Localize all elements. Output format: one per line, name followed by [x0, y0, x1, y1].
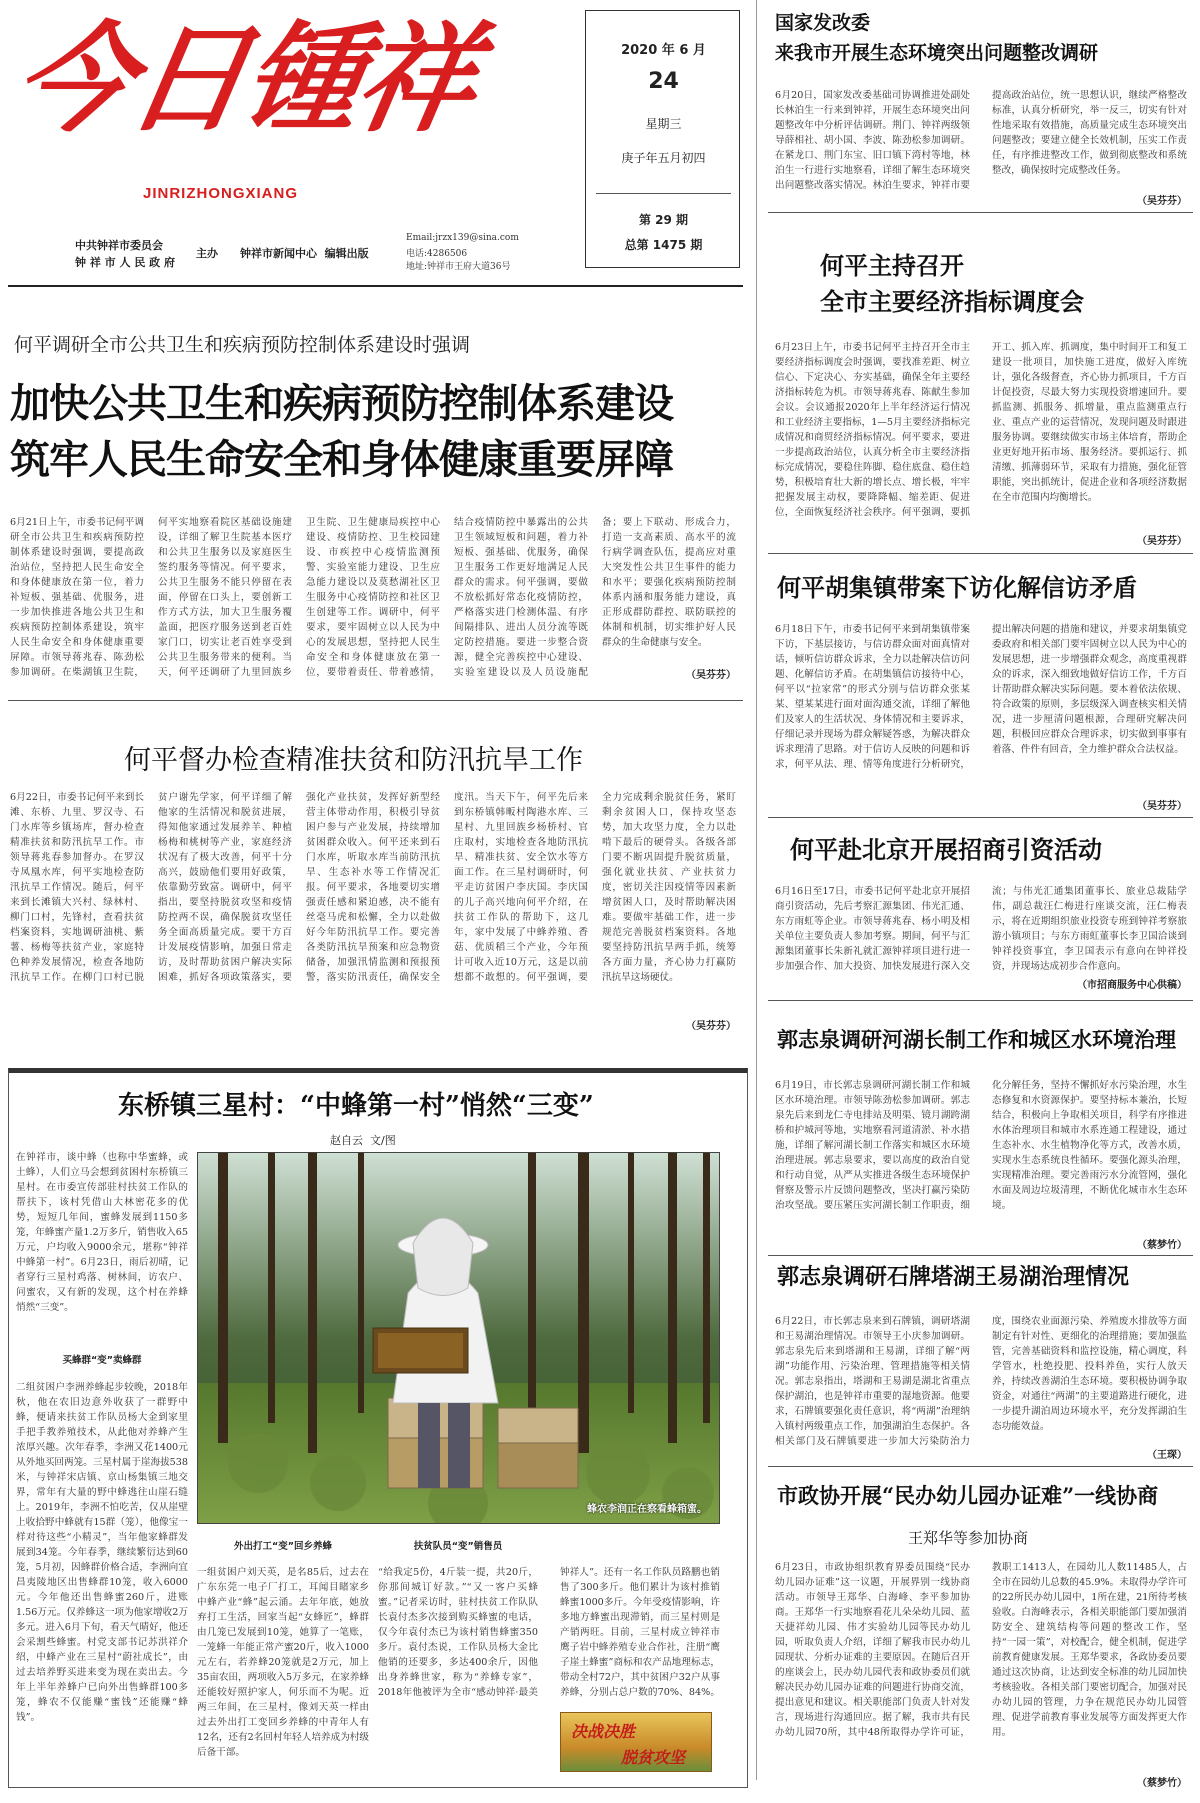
- issue-number: 第 29 期: [638, 213, 689, 227]
- lead-story-title-line2: 筑牢人民生命安全和身体健康重要屏障: [10, 436, 673, 483]
- sponsor-role: 主办: [196, 247, 218, 260]
- right-article1-kicker: 国家发改委: [775, 12, 871, 34]
- right-article1-title: 来我市开展生态环境突出问题整改调研: [775, 42, 1099, 64]
- right-article1-byline: （吴芬芬）: [1137, 196, 1187, 207]
- stamp-line1: 决战决胜: [571, 1722, 636, 1741]
- feature-subhead-1: 买蜂群“变”卖蜂群: [62, 1355, 142, 1366]
- lead-story-byline: （吴芬芬）: [686, 670, 736, 681]
- right-article5-body: 6月19日，市长郭志泉调研河湖长制工作和城区水环境治理。市领导陈劲松参加调研。郭志泉先后来到龙仁寺电排站及明渠、镜月湖跨湖桥和护城河等地，实地察看河道清淤、补水措施，详细了解河湖长制工作落实和城区水环境治理进展。郭志泉要求，要以高度的政治自觉和行动自觉，从严从实推进各级生态环境保护督察及警示片反馈问题整改，坚决打赢污染防治攻坚战。要压紧压实河湖长制工作职责，细化分解任务，坚持不懈抓好水污染治理，水生态修复和水资源保护。要坚持标本兼治，长短结合，积极向上争取相关项目，科学有序推进水体治理项目和城市水系连通工程建设，通过生态补水、水生植物净化等方式，改善水质，实现水生态系统良性循环。要强化源头治理，实现精准治理。要完善雨污水分流管网，强化水面及周边垃圾清理，不断优化城市水生态环境。: [775, 1080, 1187, 1211]
- feature-subhead-2: 外出打工“变”回乡养蜂: [234, 1541, 332, 1552]
- right-article5-title: 郭志泉调研河湖长制工作和城区水环境治理: [777, 1027, 1176, 1052]
- story2-byline: （吴芬芬）: [686, 1021, 736, 1032]
- date-day: 24: [648, 69, 679, 94]
- right-article2-title-line2: 全市主要经济指标调度会: [820, 287, 1084, 316]
- date-year-month: 2020 年 6 月: [621, 43, 706, 58]
- newspaper-logo: 今日锺祥: [3, 9, 485, 148]
- feature-author: 赵自云 文/图: [330, 1134, 396, 1147]
- feature-intro: 在钟祥市，谈中蜂（也称中华蜜蜂，或土蜂），人们立马会想到贫困村东桥镇三星村。在市委宣传部驻村扶贫工作队的帮扶下，该村凭借山大林密花多的优势，短短几年间，蜜蜂发展到1150多笼，年蜂蜜产量1.2万多斤，销售收入65万元，户均收入9000余元，堪称“钟祥中蜂第一村”。6月23日，雨后初晴，记者穿行三星村鸡落、树林间，访农户、问蜜农，又有新的发现，这个村在养蜂悄然“三变”。: [16, 1152, 188, 1313]
- right-article3-byline: （吴芬芬）: [1137, 801, 1187, 812]
- right-article6-byline: （王琛）: [1147, 1450, 1187, 1461]
- masthead: [3, 0, 583, 272]
- poverty-campaign-stamp: [560, 1712, 712, 1772]
- contact-phone: 电话:4286506: [406, 249, 468, 259]
- feature-body-3: “给我定5份，4斤装一提，共20斤，你那间城订好款。”“又一客户买蜂蜜。”记者采访时，驻村扶贫工作队队长袁付杰多次接到购买蜂蜜的电话，仅今年袁付杰已为该村销售蜂蜜350多斤。袁付杰说，工作队员杨大金比他销的还要多，多达400余斤，因他出身养蜂世家，称为“养蜂专家”，2018年他被评为全市“感动钟祥·最美钟祥人”。还有一名工作队员路鹏也销售了300多斤。他们累计为该村推销蜂蜜1000多斤。今年受疫情影响，许多地方蜂蜜出现滞销，而三星村则是产销两旺。目前，三星村成立钟祥市鹰子岩中蜂养殖专业合作社，注册“鹰子崖土蜂蜜”商标和农产品地理标志，带动全村72户，其中贫困户32户从事养蜂，分别占总户数的70%、84%。: [378, 1567, 720, 1698]
- feature-body-1: 二组贫困户李洲养蜂起步较晚，2018年秋，他在农旧边意外收获了一群野中蜂，便请来扶贫工作队员杨大金到家里手把手教养殖技术，从此他对养蜂产生浓厚兴趣。次年春季，李洲又花1400元从外地买回两笼。三星村属于崖海拔538米，与钟祥宋店镇、京山杨集镇三地交界，常年有大量的野中蜂逃往山崖石缝上。2019年，李洲不怕吃苦，仅从崖壁上收拾野中蜂就有15群（笼），他像宝一样对待这些“小精灵”，当年他家蜂群发展到34笼。今年春季，继续繁衍达到60笼，5月初，因蜂群价格合适，李洲向宜昌夷陵地区出售蜂群10笼，收入6000元。今年他还出售蜂蜜260斤，进账1.56万元。仅养蜂这一项为他家增收2万多元。进入6月下旬，看天气晴好，他还会采割些蜂蜜。村党支部书记苏洪祥介绍，中蜂产业在三星村“蔚社成长”，由过去培养野买进来变为现在卖出去。今年上半年养蜂户已向外出售蜂群100多笼，蜂农不仅能赚“蜜钱”还能赚“蜂钱”。: [16, 1382, 188, 1723]
- right-article3-title: 何平胡集镇带案下访化解信访矛盾: [777, 573, 1137, 602]
- right-article6-title: 郭志泉调研石牌塔湖王易湖治理情况: [777, 1264, 1130, 1290]
- right-article4-title: 何平赴北京开展招商引资活动: [790, 835, 1102, 864]
- beekeeper-photo: [197, 1152, 720, 1524]
- right-article2-body: 6月23日上午，市委书记何平主持召开全市主要经济指标调度会时强调，要找准差距、树立信心、下定决心、夯实基础，确保全年主要经济指标转危为机。市领导蒋兆春、陈献生参加会议。会议通报2020年上半年经济运行情况和工业经济主要指标，1—5月主要经济指标完成情况和商贸经济指标情况。何平要求，要进一步提高政治站位，认真分析全市主要经济指标完成情况，要稳住阵脚、稳住底盘、稳住趋势，积极培育壮大新的增长点、增长极，牢牢把握发展主动权，要降降幅、缩差距、促进位，全面恢复经济社会秩序。何平强调，要抓开工、抓入库、抓调度，集中时间开工和复工建设一批项目，加快施工进度，做好入库统计，强化各级督查，齐心协力抓项目，千方百计促投资，尽最大努力实现投资增速回升。要抓监测、抓服务、抓增量，重点监测重点行业、重点产业的运营情况，发现问题及时跟进服务协调。要继续做实市场主体培育，帮助企业更好地开拓市场、服务经济。要抓运行、抓清缴、抓薄弱环节，采取有力措施，强化征管职能，突出抓统计，促进企业和各项经济数据在全市范围内均衡增长。: [775, 342, 1187, 518]
- story2-title: 何平督办检查精准扶贫和防汛抗旱工作: [124, 745, 583, 776]
- feature-title: 东桥镇三星村：“中蜂第一村”悄然“三变”: [118, 1091, 594, 1121]
- right-article7-byline: （蔡梦竹）: [1137, 1778, 1187, 1789]
- story2-body: 6月22日，市委书记何平来到长滩、东桥、九里、罗汉寺、石门水库等乡镇场库，督办检查精准扶贫和防汛抗旱工作。市领导蒋兆春参加督办。在罗汉寺凤凰水库，何平实地检查防汛抗旱工作情况。随后，何平来到长滩镇大兴村、绿林村、柳门口村，先锋村，查看扶贫档案资料，实地调研油桃、紫薯、杨梅等扶贫产业，家庭特色种养发展情况，检查各地防汛抗旱工作。在柳门口村已脱贫户谢先学家，何平详细了解他家的生活情况和脱贫进展，得知他家通过发展养羊、种植杨梅和桃树等产业，家庭经济状况有了极大改善，何平十分高兴，鼓励他们要用好政策，依靠勤劳致富。调研中，何平指出，要坚持脱贫攻坚和疫情防控两不误，确保脱贫攻坚任务全面高质量完成。要干方百计发展疫情影响，加强日常走访，及时帮助贫困户解决实际困难，抓好各项政策落实，要强化产业扶贫，发挥好新型经营主体带动作用，积极引导贫困户参与产业发展，持续增加贫困群众收入。何平还来到石门水库，听取水库当前防汛抗旱、生态补水等工作情况汇报。何平要求，各地要切实增强责任感和紧迫感，决不能有丝毫马虎和松懈，全力以赴做好今年防汛抗旱工作。要完善各类防汛抗旱预案和应急物资储备，加强汛情监测和预报预警，落实防汛责任，确保安全度汛。当天下午，何平先后来到东桥镇韩畈村陶港水库、三星村、九里回族乡杨桥村、官庄取村，实地检查各地防汛抗旱、精准扶贫、安全饮水等方面工作。在三星村调研时，何平走访贫困户李庆国。李庆国的儿子高兴地向何平介绍，在扶贫工作队的帮助下，这几年，家中发展了中蜂养殖、香菇、优质稻三个产业，今年预计可收入近10万元，这是以前想都不敢想的。何平强调，要全力完成剩余脱贫任务，紧盯剩余贫困人口，保持攻坚态势，加大攻坚力度，全力以赴啃下最后的硬骨头。各级各部门要不断巩固提升脱贫质量，强化就业扶贫、产业扶贫力度，密切关注因疫情等因素新增贫困人口，及时帮助解决困难。要做牢基础工作，进一步规范完善脱贫档案资料。各地要坚持防汛抗旱两手抓，统筹各方面力量，齐心协力打赢防汛抗旱这场硬仗。: [10, 792, 736, 983]
- lead-story-kicker: 何平调研全市公共卫生和疾病预防控制体系建设时强调: [14, 334, 471, 356]
- lead-story-title-line1: 加快公共卫生和疾病预防控制体系建设: [10, 380, 673, 427]
- date-weekday: 星期三: [645, 117, 682, 131]
- lead-story-body: 6月21日上午，市委书记何平调研全市公共卫生和疾病预防控制体系建设时强调，要提高政治站位，坚持把人民生命安全和身体健康放在第一位，着力补短板、强基础、优服务，进一步加快推进各地公共卫生和疾病预防控制体系建设，筑牢人民生命安全和身体健康重要屏障。市领导蒋兆春、陈劲松参加调研。在柴湖镇卫生院，何平实地察看院区基础设施建设，详细了解卫生院基本医疗和公共卫生服务以及家庭医生签约服务等情况。何平要求，公共卫生服务不能只停留在表面，停留在口头上，要创新工作方式方法，加大卫生服务覆盖面，把医疗服务送到老百姓家门口，切实让老百姓享受到公共卫生服务带来的便利。当天，何平还调研了九里回族乡卫生院、卫生健康局疾控中心建设、疫情防控、卫生校园建设、市疾控中心疫情监测预警、实验室能力建设、卫生应急能力建设以及莫愁湖社区卫生服务中心疫情防控和社区卫生创建等工作。调研中，何平要求，要牢固树立以人民为中心的发展思想，坚持把人民生命安全和身体健康放在第一位，要带着责任、带着感情，结合疫情防控中暴露出的公共卫生领域短板和问题，着力补短板、强基础、优服务，确保卫生服务工作更好地满足人民群众的需求。何平强调，要做不放松抓好常态化疫情防控，严格落实进门检测体温、有序间隔排队、进出人员分流等既定防控措施。要进一步整合资源，健全完善疾控中心建设、实验室建设以及人员设施配备；要上下联动、形成合力，打造一支高素质、高水平的流行病学调查队伍，提高应对重大突发性公共卫生事件的能力和水平；要强化疾病预防控制体系内涵和服务能力建设，真正形成群防群控、联防联控的体制和机制，切实维护好人民群众的生命健康与安全。: [10, 517, 736, 678]
- right-article7-title: 市政协开展“民办幼儿园办证难”一线协商: [777, 1483, 1159, 1508]
- feature-subhead-3: 扶贫队员“变”销售员: [413, 1541, 503, 1552]
- publisher: 钟祥市新闻中心 编辑出版: [240, 247, 369, 260]
- right-article5-byline: （蔡梦竹）: [1137, 1240, 1187, 1251]
- right-article7-subtitle: 王郑华等参加协商: [908, 1529, 1029, 1547]
- feature-body-2: 一组贫困户刘天英，是名85后，过去在广东东莞一电子厂打工，耳闻目睹家乡中蜂产业“蜂”起云涌。去年年底，她放弃打工生活，回家当起“女蜂匠”，蜂群由几笼已发展到10笼，她算了一笔账，一笼蜂一年能正常产蜜20斤，收入1000元左右，若养蜂20笼就是2万元，加上35亩农田，两项收入5万多元，在家养蜂还能较好照护家人，何乐而不为呢。近两三年间，在三星村，像刘天英一样由过去外出打工变回乡养蜂的中青年人有12名，还有2名回村年轻人培养成为村级后备干部。: [197, 1567, 369, 1758]
- contact-address: 地址:钟祥市王府大道36号: [406, 262, 511, 272]
- right-article4-byline: （市招商服务中心供稿）: [1077, 980, 1187, 991]
- right-article2-byline: （吴芬芬）: [1137, 536, 1187, 547]
- date-lunar: 庚子年五月初四: [621, 151, 706, 165]
- sponsor-government: 钟 祥 市 人 民 政 府: [75, 256, 175, 269]
- stamp-line2: 脱贫攻坚: [621, 1748, 686, 1767]
- newspaper-pinyin: JINRIZHONGXIANG: [143, 185, 299, 202]
- beekeeper-photo-graphic: [198, 1153, 720, 1524]
- right-article7-body: 6月23日，市政协组织教育界委员围绕“民办幼儿园办证难”这一议题，开展界别一线协商活动。市领导王郑华、白海峰、李平参加协商。王郑华一行实地察看花儿朵朵幼儿园、蓝天捷祥幼儿园、伟才实验幼儿园等民办幼儿园，听取负责人介绍，详细了解我市民办幼儿园现状、分析办证难的主要原因。在随后召开的座谈会上，民办幼儿园代表和政协委员们就解决民办幼儿园办证难的问题进行协商交流，提出意见和建议。相关职能部门负责人针对发言，现场进行沟通回应。据了解，我市共有民办幼儿园70所，其中48所取得办学许可证，教职工1413人，在园幼儿人数11485人，占全市在园幼儿总数的45.9%。未取得办学许可的22所民办幼儿园中，1所在建，21所待考核验收。白海峰表示，各相关职能部门要加强消防安全、建筑结构等问题的整改工作，坚持“一园一策”，对校配合，健全机制，促进学前教育健康发展。王郑华要求，各政协委员要通过这次协商，让达到安全标准的幼儿园加快考核验收。各相关部门要密切配合，加强对民办幼儿园的管理，力争在规范民办幼儿园管理、促进学前教育事业发展等方面发挥更大作用。: [775, 1562, 1187, 1738]
- right-article1-body: 6月20日，国家发改委基础司协调推进处副处长林泊生一行来到钟祥，开展生态环境突出问题整改年中分析评估调研。荆门、钟祥两级领导薛相社、胡小国、李波、陈劲松参加调研。在紧龙口、荆门东宝、旧口镇下湾村等地，林泊生一行进行实地察看，详细了解生态环境突出问题整改落实情况。林泊生要求，钟祥市要提高政治站位，统一思想认识，继续严格整改标准，认真分析研究，举一反三，切实有针对性地采取有效措施，高质量完成生态环境突出问题整改；要建立健全长效机制，压实工作责任，有序推进整改工作，做到彻底整改和系统整改，确保按时完成整改任务。: [775, 90, 1187, 191]
- total-issue-number: 总第 1475 期: [624, 238, 703, 252]
- right-article6-body: 6月22日，市长郭志泉来到石牌镇，调研塔湖和王易湖治理情况。市领导王小庆参加调研。郭志泉先后来到塔湖和王易湖，详细了解“两湖”功能作用、污染治理、管理措施等相关情况。郭志泉指出，塔湖和王易湖是湖北省重点保护湖泊，也是钟祥市重要的湿地资源。他要求，石牌镇要强化责任意识，将“两湖”治理纳入镇村两级重点工作，加强湖泊生态保护。各相关部门及石牌镇要进一步加大污染防治力度，围绕农业面源污染、养殖废水排放等方面制定有针对性、更细化的治理措施；要加强监管，完善基础资料和监控设施，精心调度，科学管水，杜绝投肥、投料养鱼，实行人放天养，持续改善湖泊生态环境。要积极协调争取资金，对通往“两湖”的主要道路进行硬化，进一步提升湖泊周边环境水平，充分发挥湖泊生态功能效益。: [775, 1316, 1187, 1447]
- right-article3-body: 6月18日下午，市委书记何平来到胡集镇带案下访，下基层接访，与信访群众面对面真情对话，倾听信访群众诉求，全力以赴解决信访问题、化解信访矛盾。在胡集镇信访接待中心，何平以“拉家常”的形式分别与信访群众张某某、望某某进行面对面沟通交流，详细了解他们及家人的生活状况、身体情况和主要诉求，仔细记录并现场为群众解疑答惑，为解决群众诉求理清了思路。对于信访人反映的问题和诉求，何平从法、理、情等角度进行分析研究，提出解决问题的措施和建议，并要求胡集镇党委政府和相关部门要牢固树立以人民为中心的发展思想，进一步增强群众观念，高度重视群众的诉求，深入细致地做好信访工作，千方百计帮助群众解决实际问题。要本着依法依规、符合政策的原则，多层级深入调查核实相关情况，进一步厘清问题根源，合理研究解决问题，积极回应群众合理诉求，切实做到事事有着落、件件有回音，全力维护群众合法权益。: [775, 624, 1187, 770]
- date-block: [585, 10, 740, 268]
- sponsor-party-committee: 中共钟祥市委员会: [75, 239, 163, 252]
- right-article4-body: 6月16日至17日，市委书记何平赴北京开展招商引资活动，先后考察汇源集团、伟光汇通、东方雨虹等企业。市领导蒋兆春、杨小明及相关单位主要负责人参加考察。期间，何平与汇源集团董事长朱新礼就汇源钟祥项目进行进一步加强合作、加大投资、加快发展进行深入交流；与伟光汇通集团董事长、旅业总裁陆学伟，副总裁汪仁梅进行座谈交流，汪仁梅表示，将在近期组织旅业投资专班到钟祥考察旅游小镇项目；与东方雨虹董事长李卫国洽谈到钟祥投资事宜，李卫国表示有意向在钟祥投资，并现场达成初步合作意向。: [775, 886, 1187, 972]
- right-article2-title-line1: 何平主持召开: [820, 251, 964, 280]
- photo-caption: 蜂农李润正在察看蜂箱蜜。: [587, 1504, 707, 1515]
- contact-email: Email:jrzx139@sina.com: [406, 233, 519, 243]
